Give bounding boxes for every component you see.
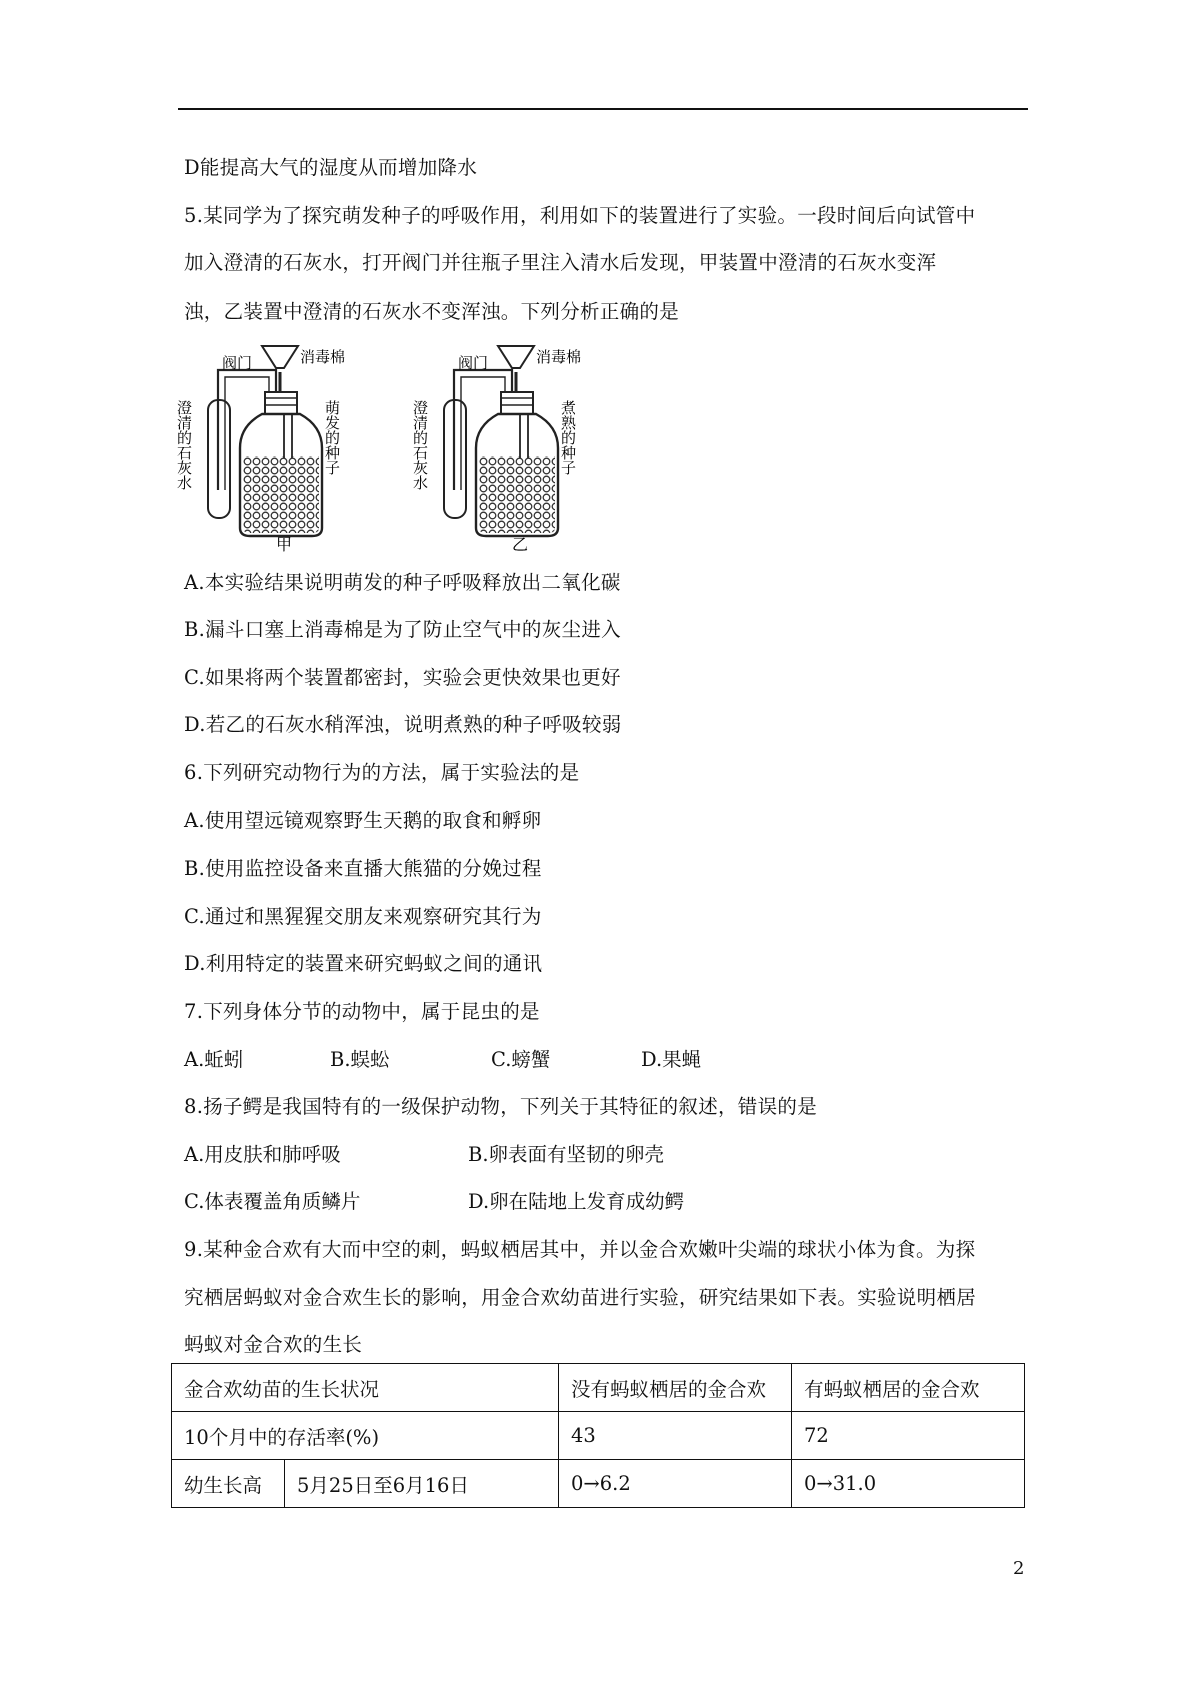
page-number: 2	[1013, 1558, 1025, 1579]
q6-option-a: A.使用望远镜观察野生天鹅的取食和孵卵	[184, 809, 542, 832]
question-6: 6.下列研究动物行为的方法，属于实验法的是	[184, 761, 580, 784]
seeds-left	[243, 456, 319, 533]
question-8: 8.扬子鳄是我国特有的一级保护动物，下列关于其特征的叙述，错误的是	[184, 1095, 818, 1118]
q8-option-a: A.用皮肤和肺呼吸	[184, 1143, 341, 1166]
label-limewater-left: 澄清的石灰水	[175, 400, 193, 490]
question-7: 7.下列身体分节的动物中，属于昆虫的是	[184, 1000, 540, 1023]
table-header-cell: 没有蚂蚁栖居的金合欢	[559, 1364, 792, 1412]
results-table	[171, 1363, 1025, 1508]
label-cotton-right: 消毒棉	[536, 348, 582, 366]
question-9-line-2: 究栖居蚂蚁对金合欢生长的影响，用金合欢幼苗进行实验，研究结果如下表。实验说明栖居	[184, 1286, 977, 1309]
table-cell: 幼生长高	[172, 1460, 285, 1508]
table-header-cell: 有蚂蚁栖居的金合欢	[792, 1364, 1025, 1412]
q6-option-b: B.使用监控设备来直播大熊猫的分娩过程	[184, 857, 542, 880]
table-header-row	[172, 1364, 1025, 1412]
label-valve-right: 阀门	[458, 354, 489, 372]
table-header-cell: 金合欢幼苗的生长状况	[172, 1364, 559, 1412]
question-5-line-1: 5.某同学为了探究萌发种子的呼吸作用，利用如下的装置进行了实验。一段时间后向试管中	[184, 204, 976, 227]
q5-option-b: B.漏斗口塞上消毒棉是为了防止空气中的灰尘进入	[184, 618, 621, 641]
q7-option-c: C.螃蟹	[491, 1048, 551, 1071]
label-limewater-right: 澄清的石灰水	[411, 400, 429, 490]
q7-option-a: A.蚯蚓	[184, 1048, 244, 1071]
stopper-left	[265, 392, 297, 414]
stopper-right	[501, 392, 533, 414]
q6-option-d: D.利用特定的装置来研究蚂蚁之间的通讯	[184, 952, 543, 975]
seeds-right	[479, 456, 555, 533]
table-row	[172, 1412, 1025, 1460]
table-cell: 10个月中的存活率(%)	[172, 1412, 559, 1460]
funnel-left	[262, 346, 298, 368]
q8-option-c: C.体表覆盖角质鳞片	[184, 1190, 361, 1213]
question-9-line-3: 蚂蚁对金合欢的生长	[184, 1333, 363, 1356]
q5-option-a: A.本实验结果说明萌发的种子呼吸释放出二氧化碳	[184, 571, 621, 594]
experiment-figure	[175, 340, 620, 554]
funnel-right	[498, 346, 534, 368]
q6-option-c: C.通过和黑猩猩交朋友来观察研究其行为	[184, 905, 542, 928]
q8-option-d: D.卵在陆地上发育成幼鳄	[468, 1190, 685, 1213]
label-seeds-right: 煮熟的种子	[559, 400, 577, 475]
q5-option-c: C.如果将两个装置都密封，实验会更快效果也更好	[184, 666, 621, 689]
table-row	[172, 1460, 1025, 1508]
table-cell: 72	[792, 1412, 1025, 1460]
apparatus-left	[208, 346, 322, 536]
label-cotton-left: 消毒棉	[300, 348, 346, 366]
question-9-line-1: 9.某种金合欢有大而中空的刺，蚂蚁栖居其中，并以金合欢嫩叶尖端的球状小体为食。为探	[184, 1238, 976, 1261]
option-line: D能提高大气的湿度从而增加降水	[184, 156, 478, 179]
label-seeds-left: 萌发的种子	[323, 400, 341, 475]
question-5-line-2: 加入澄清的石灰水，打开阀门并往瓶子里注入清水后发现，甲装置中澄清的石灰水变浑	[184, 251, 937, 274]
table-cell: 0→6.2	[559, 1460, 792, 1508]
q7-option-b: B.蜈蚣	[330, 1048, 390, 1071]
q5-option-d: D.若乙的石灰水稍浑浊，说明煮熟的种子呼吸较弱	[184, 713, 622, 736]
q7-option-d: D.果蝇	[641, 1048, 702, 1071]
q8-option-b: B.卵表面有坚韧的卵壳	[468, 1143, 665, 1166]
label-yi: 乙	[512, 535, 529, 554]
table-cell: 0→31.0	[792, 1460, 1025, 1508]
label-valve-left: 阀门	[222, 354, 253, 372]
question-5-line-3: 浊，乙装置中澄清的石灰水不变浑浊。下列分析正确的是	[184, 300, 680, 323]
header-rule	[178, 108, 1028, 110]
apparatus-right	[444, 346, 558, 536]
table-cell: 43	[559, 1412, 792, 1460]
label-jia: 甲	[276, 535, 293, 554]
table-cell: 5月25日至6月16日	[285, 1460, 559, 1508]
